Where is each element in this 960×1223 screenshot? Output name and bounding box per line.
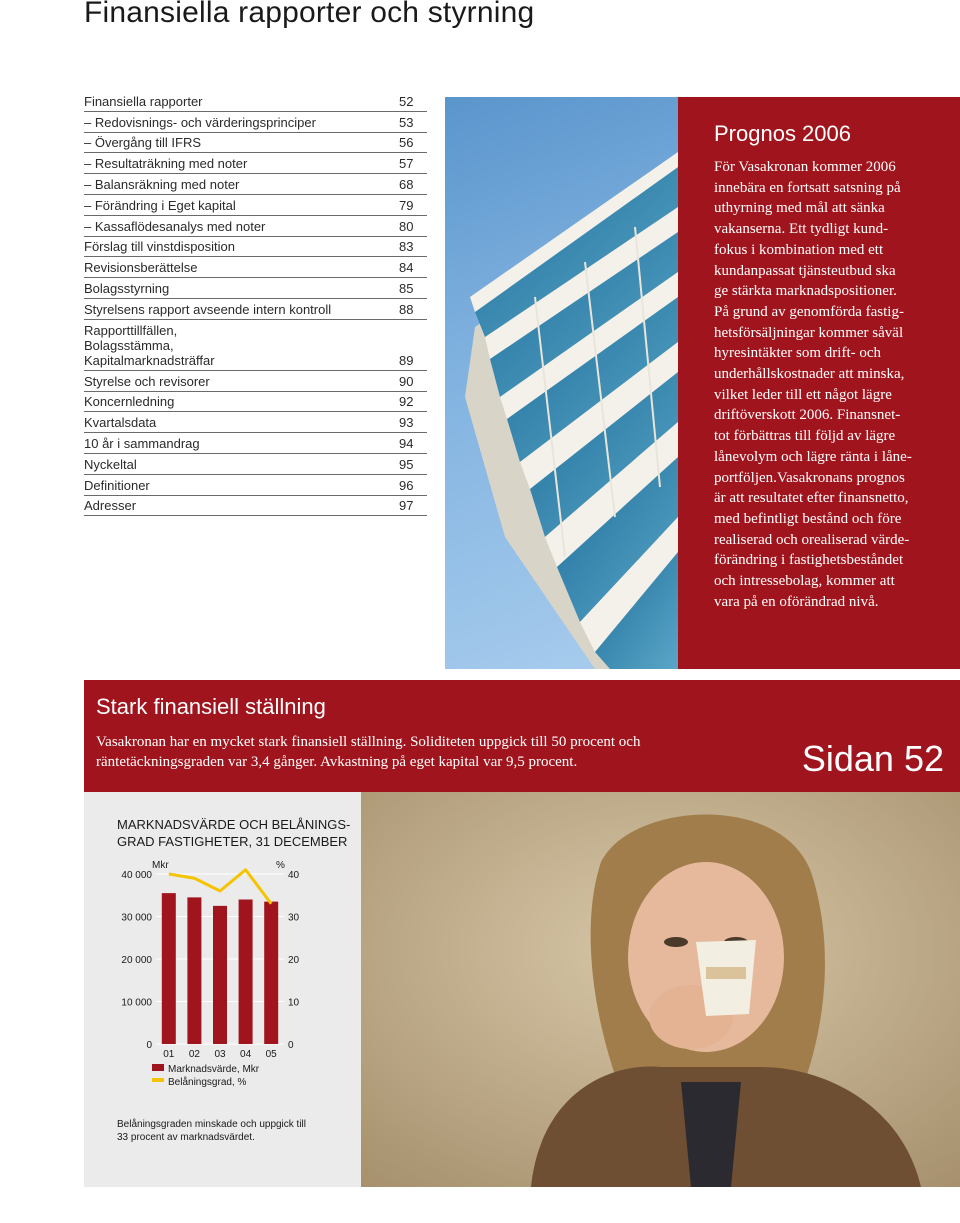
toc-label: Finansiella rapporter: [84, 93, 203, 109]
toc-row[interactable]: [84, 153, 427, 174]
woman-photo: [361, 792, 960, 1187]
toc-label: Rapporttillfällen, Bolagsstämma, Kapitalmarknadsträffar: [84, 322, 215, 368]
y-tick-left: 10 000: [121, 997, 152, 1009]
table-of-contents: [84, 91, 427, 516]
toc-page-number: 88: [399, 301, 414, 317]
toc-page-number: 57: [399, 156, 414, 172]
toc-label: – Resultaträkning med noter: [84, 156, 248, 172]
stark-text: Vasakronan har en mycket stark finansiell ställning. Soliditeten uppgick till 50 procent och räntetäckningsgraden var 3,4 gånger. Avkastning på eget kapital var 9,5 procent.: [96, 734, 641, 770]
y-tick-left: 30 000: [121, 912, 152, 924]
toc-row[interactable]: [84, 237, 427, 258]
x-tick-label: 04: [240, 1049, 252, 1060]
toc-row[interactable]: [84, 433, 427, 454]
toc-label: – Redovisnings- och värderingsprinciper: [84, 114, 316, 130]
y-tick-right: 20: [288, 955, 300, 966]
x-tick-label: 02: [188, 1049, 200, 1060]
legend-label-line: Belåningsgrad, %: [168, 1077, 247, 1088]
toc-row[interactable]: [84, 257, 427, 278]
toc-label: – Övergång till IFRS: [84, 135, 202, 151]
y-tick-right: 30: [288, 912, 300, 924]
toc-row[interactable]: [84, 392, 427, 413]
woman-illustration: [361, 792, 960, 1187]
y-tick-left: 0: [146, 1040, 152, 1051]
toc-label: – Kassaflödesanalys med noter: [84, 218, 266, 234]
toc-row[interactable]: [84, 475, 427, 496]
toc-label: Revisionsberättelse: [84, 260, 198, 276]
toc-row[interactable]: [84, 91, 427, 112]
toc-page-number: 56: [399, 135, 414, 151]
toc-page-number: 83: [399, 239, 414, 255]
toc-page-number: 89: [399, 352, 414, 368]
toc-label: Förslag till vinstdisposition: [84, 239, 236, 255]
toc-label: Styrelse och revisorer: [84, 373, 210, 389]
toc-label: 10 år i sammandrag: [84, 435, 200, 451]
line-belaningsgrad: [169, 870, 271, 904]
toc-row[interactable]: [84, 174, 427, 195]
toc-label: Koncernledning: [84, 394, 175, 410]
toc-label: Definitioner: [84, 477, 150, 493]
toc-row[interactable]: [84, 299, 427, 320]
page-reference: Sidan 52: [801, 738, 944, 779]
chart-panel: [84, 792, 361, 1187]
legend-label-bar: Marknadsvärde, Mkr: [168, 1064, 260, 1075]
toc-row[interactable]: [84, 412, 427, 433]
toc-label: Nyckeltal: [84, 456, 137, 472]
toc-page-number: 84: [399, 260, 414, 276]
y-tick-right: 0: [288, 1040, 294, 1051]
prognos-text: För Vasakronan kommer 2006 innebära en fortsatt satsning på uthyrning med mål att sänka vakanserna. Ett tydligt kund- fokus i kombination med ett kundanpassat tjänsteutbud ska ge stärkta marknadspositioner. På grund av genomförda fastig- hetsförsäljningar kommer såväl hyresintäkter som drift- och underhållskostnader att minska, vilket leder till ett något lägre driftöverskott 2006. Finansnet- tot förbättras till följd av lägre lånevolym och lägre ränta i låne- portföljen.Vasakronans prognos är att resultatet efter finansnetto, med befintligt bestånd och före realiserad och orealiserad värde- förändring i fastighetsbeståndet och intressebolag, kommer att vara på en oförändrad nivå.: [714, 159, 912, 610]
toc-page-number: 96: [399, 477, 414, 493]
chart-title: MARKNADSVÄRDE OCH BELÅNINGS- GRAD FASTIGHETER, 31 DECEMBER: [117, 817, 351, 849]
toc-row[interactable]: [84, 371, 427, 392]
bar-02: [187, 897, 201, 1044]
toc-page-number: 52: [399, 93, 414, 109]
toc-row[interactable]: [84, 112, 427, 133]
x-tick-label: 03: [214, 1049, 226, 1060]
toc-label: Kvartalsdata: [84, 415, 157, 431]
building-photo: [445, 97, 678, 669]
toc-page-number: 68: [399, 176, 414, 192]
toc-page-number: 95: [399, 456, 414, 472]
bar-03: [213, 906, 227, 1044]
toc-row[interactable]: [84, 454, 427, 475]
x-tick-label: 05: [265, 1049, 277, 1060]
toc-page-number: 79: [399, 197, 414, 213]
toc-page-number: 80: [399, 218, 414, 234]
page-title: Finansiella rapporter och styrning: [84, 0, 535, 29]
toc-label: – Förändring i Eget kapital: [84, 197, 236, 213]
toc-row[interactable]: [84, 278, 427, 299]
prognos-title: Prognos 2006: [714, 121, 851, 146]
toc-row[interactable]: [84, 216, 427, 237]
toc-page-number: 93: [399, 415, 414, 431]
prognos-box: [678, 97, 960, 669]
toc-page-number: 94: [399, 435, 414, 451]
toc-page-number: 92: [399, 394, 414, 410]
toc-page-number: 53: [399, 114, 414, 130]
toc-label: Adresser: [84, 498, 137, 514]
y-tick-left: 20 000: [121, 955, 152, 966]
toc-label: Bolagsstyrning: [84, 280, 170, 296]
toc-page-number: 97: [399, 498, 414, 514]
stark-title: Stark finansiell ställning: [96, 694, 326, 719]
bar-01: [162, 893, 176, 1044]
toc-row[interactable]: [84, 195, 427, 216]
building-illustration: [445, 97, 678, 669]
y-tick-left: 40 000: [121, 870, 152, 881]
right-unit-label: %: [276, 860, 285, 871]
y-tick-right: 10: [288, 997, 300, 1009]
legend-swatch-line: [152, 1078, 164, 1082]
toc-label: – Balansräkning med noter: [84, 176, 240, 192]
left-unit-label: Mkr: [152, 860, 169, 871]
toc-row[interactable]: [84, 320, 427, 371]
toc-page-number: 85: [399, 280, 414, 296]
x-tick-label: 01: [163, 1049, 175, 1060]
toc-label: Styrelsens rapport avseende intern kontroll: [84, 301, 332, 317]
toc-row[interactable]: [84, 496, 427, 517]
stark-banner: [84, 680, 960, 792]
toc-row[interactable]: [84, 133, 427, 154]
chart-note: Belåningsgraden minskade och uppgick till 33 procent av marknadsvärdet.: [117, 1119, 307, 1143]
bar-05: [264, 902, 278, 1044]
toc-page-number: 90: [399, 373, 414, 389]
y-tick-right: 40: [288, 870, 300, 881]
legend-swatch-bar: [152, 1064, 164, 1071]
bar-04: [239, 900, 253, 1045]
